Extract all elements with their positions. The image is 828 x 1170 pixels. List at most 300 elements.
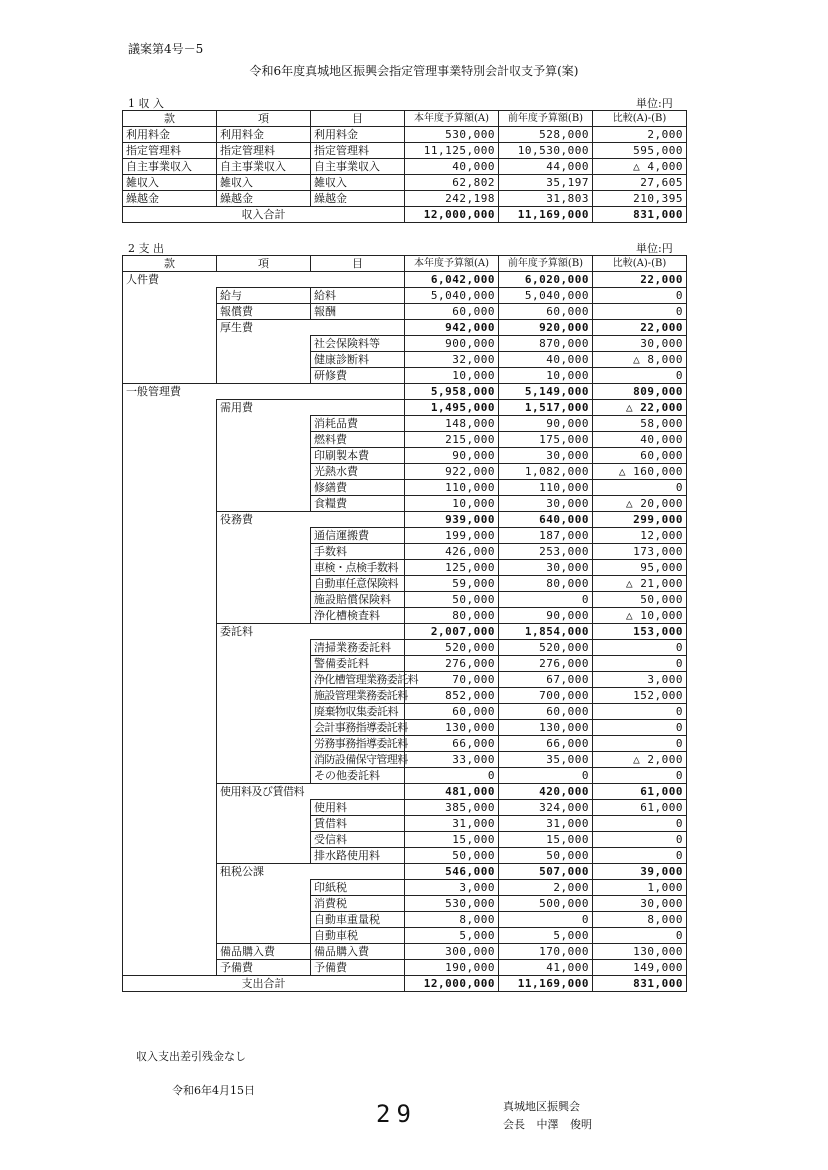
previous-budget: 1,517,000 <box>499 400 593 416</box>
previous-budget: 30,000 <box>499 496 593 512</box>
budget-diff: 809,000 <box>593 384 687 400</box>
moku-cell <box>311 400 405 416</box>
previous-budget: 5,149,000 <box>499 384 593 400</box>
table-row <box>123 400 687 416</box>
income-heading: 1 収 入 <box>128 97 164 110</box>
budget-diff: 595,000 <box>593 143 687 159</box>
previous-budget: 10,000 <box>499 368 593 384</box>
total-label: 収入合計 <box>123 207 405 223</box>
moku-cell: 社会保険料等 <box>311 336 405 352</box>
kou-cell <box>217 752 311 768</box>
current-budget: 33,000 <box>405 752 499 768</box>
budget-diff: 0 <box>593 288 687 304</box>
moku-cell <box>311 864 405 880</box>
kou-cell: 備品購入費 <box>217 944 311 960</box>
budget-diff: 61,000 <box>593 800 687 816</box>
kou-cell: 厚生費 <box>217 320 311 336</box>
table-row <box>123 928 687 944</box>
kou-cell: 自主事業収入 <box>217 159 311 175</box>
current-budget: 148,000 <box>405 416 499 432</box>
table-row <box>123 528 687 544</box>
budget-diff: 1,000 <box>593 880 687 896</box>
budget-diff: 0 <box>593 736 687 752</box>
kan-cell <box>123 432 217 448</box>
kan-cell <box>123 736 217 752</box>
header-diff: 比較(A)-(B) <box>593 256 687 272</box>
table-row <box>123 480 687 496</box>
previous-budget: 920,000 <box>499 320 593 336</box>
previous-budget: 44,000 <box>499 159 593 175</box>
table-row <box>123 512 687 528</box>
expense-table <box>122 255 687 992</box>
previous-budget: 253,000 <box>499 544 593 560</box>
current-budget: 80,000 <box>405 608 499 624</box>
kan-cell <box>123 880 217 896</box>
budget-diff: △ 10,000 <box>593 608 687 624</box>
table-row <box>123 175 687 191</box>
moku-cell: 研修費 <box>311 368 405 384</box>
current-budget: 3,000 <box>405 880 499 896</box>
budget-diff: 27,605 <box>593 175 687 191</box>
kan-cell <box>123 320 217 336</box>
header-previous: 前年度予算額(B) <box>499 256 593 272</box>
table-row <box>123 736 687 752</box>
moku-cell: 利用料金 <box>311 127 405 143</box>
kou-cell <box>217 832 311 848</box>
kou-cell <box>217 496 311 512</box>
moku-cell: 消費税 <box>311 896 405 912</box>
kou-cell <box>217 528 311 544</box>
current-budget: 546,000 <box>405 864 499 880</box>
moku-cell <box>311 784 405 800</box>
kan-cell: 利用料金 <box>123 127 217 143</box>
kou-cell <box>217 432 311 448</box>
kan-cell <box>123 848 217 864</box>
previous-budget: 6,020,000 <box>499 272 593 288</box>
kou-cell: 租税公課 <box>217 864 311 880</box>
current-budget: 199,000 <box>405 528 499 544</box>
kou-cell <box>217 736 311 752</box>
moku-cell: 印紙税 <box>311 880 405 896</box>
kan-cell <box>123 928 217 944</box>
kou-cell <box>217 592 311 608</box>
current-budget: 5,000 <box>405 928 499 944</box>
budget-diff: 0 <box>593 656 687 672</box>
header-kan: 款 <box>123 111 217 127</box>
table-row <box>123 464 687 480</box>
previous-budget: 2,000 <box>499 880 593 896</box>
income-table <box>122 110 687 223</box>
moku-cell <box>311 272 405 288</box>
kou-cell <box>217 896 311 912</box>
kan-cell <box>123 288 217 304</box>
table-row <box>123 432 687 448</box>
current-budget: 62,802 <box>405 175 499 191</box>
current-budget: 942,000 <box>405 320 499 336</box>
moku-cell: 食糧費 <box>311 496 405 512</box>
previous-budget: 31,803 <box>499 191 593 207</box>
current-budget: 50,000 <box>405 592 499 608</box>
budget-diff: 95,000 <box>593 560 687 576</box>
table-row <box>123 864 687 880</box>
previous-budget: 175,000 <box>499 432 593 448</box>
current-budget: 426,000 <box>405 544 499 560</box>
moku-cell <box>311 320 405 336</box>
table-row <box>123 624 687 640</box>
current-budget: 5,040,000 <box>405 288 499 304</box>
table-row <box>123 608 687 624</box>
kan-cell: 一般管理費 <box>123 384 217 400</box>
table-row <box>123 304 687 320</box>
budget-diff: 0 <box>593 720 687 736</box>
moku-cell: 受信料 <box>311 832 405 848</box>
current-budget: 530,000 <box>405 896 499 912</box>
previous-budget: 110,000 <box>499 480 593 496</box>
budget-diff: 130,000 <box>593 944 687 960</box>
moku-cell <box>311 624 405 640</box>
current-budget: 110,000 <box>405 480 499 496</box>
kou-cell <box>217 336 311 352</box>
kan-cell <box>123 528 217 544</box>
moku-cell: 施設賠償保険料 <box>311 592 405 608</box>
header-moku: 目 <box>311 111 405 127</box>
kou-cell <box>217 704 311 720</box>
current-budget: 300,000 <box>405 944 499 960</box>
table-row <box>123 143 687 159</box>
kan-cell <box>123 368 217 384</box>
table-row <box>123 800 687 816</box>
budget-diff: 60,000 <box>593 448 687 464</box>
budget-diff: 50,000 <box>593 592 687 608</box>
kan-cell: 自主事業収入 <box>123 159 217 175</box>
current-budget: 852,000 <box>405 688 499 704</box>
previous-budget: 40,000 <box>499 352 593 368</box>
table-row <box>123 752 687 768</box>
moku-cell <box>311 384 405 400</box>
budget-diff: 0 <box>593 704 687 720</box>
current-budget: 1,495,000 <box>405 400 499 416</box>
kan-cell <box>123 960 217 976</box>
previous-budget: 324,000 <box>499 800 593 816</box>
header-current: 本年度予算額(A) <box>405 111 499 127</box>
kou-cell <box>217 560 311 576</box>
table-row <box>123 688 687 704</box>
previous-budget: 11,169,000 <box>499 976 593 992</box>
previous-budget: 0 <box>499 592 593 608</box>
kan-cell <box>123 656 217 672</box>
budget-diff: △ 160,000 <box>593 464 687 480</box>
table-row <box>123 960 687 976</box>
kan-cell <box>123 672 217 688</box>
table-row <box>123 768 687 784</box>
moku-cell: 賃借料 <box>311 816 405 832</box>
table-row <box>123 848 687 864</box>
moku-cell: 自動車重量税 <box>311 912 405 928</box>
moku-cell: 浄化槽管理業務委託料 <box>311 672 405 688</box>
moku-cell: 備品購入費 <box>311 944 405 960</box>
kan-cell <box>123 784 217 800</box>
table-row <box>123 816 687 832</box>
moku-cell: 会計事務指導委託料 <box>311 720 405 736</box>
table-row <box>123 272 687 288</box>
kou-cell: 繰越金 <box>217 191 311 207</box>
moku-cell: 消防設備保守管理料 <box>311 752 405 768</box>
current-budget: 60,000 <box>405 704 499 720</box>
header-row <box>123 256 687 272</box>
budget-diff: 831,000 <box>593 207 687 223</box>
previous-budget: 5,040,000 <box>499 288 593 304</box>
budget-diff: 8,000 <box>593 912 687 928</box>
kou-cell: 予備費 <box>217 960 311 976</box>
moku-cell: 使用料 <box>311 800 405 816</box>
previous-budget: 520,000 <box>499 640 593 656</box>
budget-diff: 0 <box>593 816 687 832</box>
current-budget: 10,000 <box>405 368 499 384</box>
previous-budget: 640,000 <box>499 512 593 528</box>
moku-cell: その他委託料 <box>311 768 405 784</box>
table-row <box>123 592 687 608</box>
kou-cell <box>217 416 311 432</box>
kan-cell <box>123 816 217 832</box>
budget-diff: 12,000 <box>593 528 687 544</box>
budget-diff: △ 8,000 <box>593 352 687 368</box>
budget-diff: 0 <box>593 928 687 944</box>
previous-budget: 30,000 <box>499 448 593 464</box>
expense-unit: 単位:円 <box>636 242 673 255</box>
kan-cell <box>123 304 217 320</box>
current-budget: 90,000 <box>405 448 499 464</box>
budget-diff: 40,000 <box>593 432 687 448</box>
previous-budget: 187,000 <box>499 528 593 544</box>
kan-cell: 人件費 <box>123 272 217 288</box>
kou-cell <box>217 928 311 944</box>
table-row <box>123 912 687 928</box>
current-budget: 31,000 <box>405 816 499 832</box>
previous-budget: 130,000 <box>499 720 593 736</box>
previous-budget: 90,000 <box>499 608 593 624</box>
income-unit: 単位:円 <box>636 97 673 110</box>
kan-cell <box>123 864 217 880</box>
previous-budget: 870,000 <box>499 336 593 352</box>
kou-cell <box>217 272 311 288</box>
moku-cell: 自動車任意保険料 <box>311 576 405 592</box>
previous-budget: 5,000 <box>499 928 593 944</box>
table-row <box>123 832 687 848</box>
kou-cell <box>217 720 311 736</box>
table-row <box>123 944 687 960</box>
moku-cell: 自主事業収入 <box>311 159 405 175</box>
budget-diff: 61,000 <box>593 784 687 800</box>
kan-cell <box>123 944 217 960</box>
moku-cell: 雑収入 <box>311 175 405 191</box>
current-budget: 125,000 <box>405 560 499 576</box>
previous-budget: 31,000 <box>499 816 593 832</box>
budget-diff: 0 <box>593 640 687 656</box>
expense-total-row <box>123 976 687 992</box>
kan-cell <box>123 896 217 912</box>
previous-budget: 420,000 <box>499 784 593 800</box>
budget-diff: 30,000 <box>593 336 687 352</box>
header-diff: 比較(A)-(B) <box>593 111 687 127</box>
table-row <box>123 384 687 400</box>
current-budget: 130,000 <box>405 720 499 736</box>
balance-note: 収入支出差引残金なし <box>136 1050 246 1063</box>
current-budget: 385,000 <box>405 800 499 816</box>
kan-cell <box>123 832 217 848</box>
kou-cell <box>217 672 311 688</box>
current-budget: 900,000 <box>405 336 499 352</box>
previous-budget: 35,197 <box>499 175 593 191</box>
moku-cell: 燃料費 <box>311 432 405 448</box>
current-budget: 190,000 <box>405 960 499 976</box>
table-row <box>123 784 687 800</box>
table-row <box>123 448 687 464</box>
moku-cell: 施設管理業務委託料 <box>311 688 405 704</box>
kan-cell <box>123 592 217 608</box>
kou-cell: 利用料金 <box>217 127 311 143</box>
current-budget: 242,198 <box>405 191 499 207</box>
kan-cell <box>123 480 217 496</box>
previous-budget: 1,854,000 <box>499 624 593 640</box>
kan-cell <box>123 608 217 624</box>
moku-cell: 通信運搬費 <box>311 528 405 544</box>
moku-cell: 消耗品費 <box>311 416 405 432</box>
moku-cell: 修繕費 <box>311 480 405 496</box>
table-row <box>123 416 687 432</box>
table-row <box>123 127 687 143</box>
kou-cell <box>217 448 311 464</box>
kan-cell <box>123 752 217 768</box>
budget-diff: 0 <box>593 368 687 384</box>
moku-cell: 廃棄物収集委託料 <box>311 704 405 720</box>
kan-cell <box>123 768 217 784</box>
table-row <box>123 656 687 672</box>
moku-cell: 予備費 <box>311 960 405 976</box>
page-number: 29 <box>376 1100 417 1128</box>
previous-budget: 67,000 <box>499 672 593 688</box>
kou-cell: 委託料 <box>217 624 311 640</box>
kan-cell <box>123 416 217 432</box>
kan-cell <box>123 352 217 368</box>
table-row <box>123 320 687 336</box>
kou-cell: 雑収入 <box>217 175 311 191</box>
budget-diff: 173,000 <box>593 544 687 560</box>
kan-cell <box>123 688 217 704</box>
moku-cell: 繰越金 <box>311 191 405 207</box>
kan-cell <box>123 512 217 528</box>
expense-heading: 2 支 出 <box>128 242 164 255</box>
table-row <box>123 544 687 560</box>
organization-name: 真城地区振興会 <box>503 1100 580 1113</box>
header-kan: 款 <box>123 256 217 272</box>
table-row <box>123 352 687 368</box>
previous-budget: 90,000 <box>499 416 593 432</box>
moku-cell: 浄化槽検査料 <box>311 608 405 624</box>
budget-diff: 831,000 <box>593 976 687 992</box>
previous-budget: 0 <box>499 912 593 928</box>
budget-diff: 0 <box>593 832 687 848</box>
table-row <box>123 336 687 352</box>
document-date: 令和6年4月15日 <box>172 1084 255 1097</box>
current-budget: 2,007,000 <box>405 624 499 640</box>
kan-cell <box>123 800 217 816</box>
kou-cell <box>217 848 311 864</box>
budget-diff: △ 4,000 <box>593 159 687 175</box>
kou-cell <box>217 912 311 928</box>
previous-budget: 1,082,000 <box>499 464 593 480</box>
kan-cell <box>123 336 217 352</box>
kan-cell <box>123 640 217 656</box>
kou-cell: 給与 <box>217 288 311 304</box>
current-budget: 5,958,000 <box>405 384 499 400</box>
budget-diff: 149,000 <box>593 960 687 976</box>
kou-cell <box>217 544 311 560</box>
previous-budget: 500,000 <box>499 896 593 912</box>
table-row <box>123 640 687 656</box>
budget-diff: △ 2,000 <box>593 752 687 768</box>
previous-budget: 276,000 <box>499 656 593 672</box>
moku-cell: 労務事務指導委託料 <box>311 736 405 752</box>
budget-diff: 0 <box>593 848 687 864</box>
kan-cell <box>123 576 217 592</box>
kou-cell <box>217 480 311 496</box>
moku-cell: 給料 <box>311 288 405 304</box>
moku-cell: 健康診断料 <box>311 352 405 368</box>
current-budget: 922,000 <box>405 464 499 480</box>
current-budget: 520,000 <box>405 640 499 656</box>
kou-cell <box>217 800 311 816</box>
previous-budget: 80,000 <box>499 576 593 592</box>
moku-cell: 手数料 <box>311 544 405 560</box>
kou-cell <box>217 368 311 384</box>
budget-diff: 22,000 <box>593 320 687 336</box>
budget-diff: 22,000 <box>593 272 687 288</box>
moku-cell: 清掃業務委託料 <box>311 640 405 656</box>
current-budget: 11,125,000 <box>405 143 499 159</box>
previous-budget: 66,000 <box>499 736 593 752</box>
current-budget: 32,000 <box>405 352 499 368</box>
previous-budget: 41,000 <box>499 960 593 976</box>
budget-diff: 39,000 <box>593 864 687 880</box>
kou-cell <box>217 768 311 784</box>
previous-budget: 507,000 <box>499 864 593 880</box>
table-row <box>123 720 687 736</box>
kou-cell <box>217 816 311 832</box>
header-current: 本年度予算額(A) <box>405 256 499 272</box>
current-budget: 6,042,000 <box>405 272 499 288</box>
current-budget: 15,000 <box>405 832 499 848</box>
table-row <box>123 672 687 688</box>
budget-diff: 299,000 <box>593 512 687 528</box>
kou-cell <box>217 608 311 624</box>
table-row <box>123 880 687 896</box>
previous-budget: 30,000 <box>499 560 593 576</box>
kou-cell <box>217 880 311 896</box>
current-budget: 12,000,000 <box>405 976 499 992</box>
kou-cell: 指定管理料 <box>217 143 311 159</box>
previous-budget: 0 <box>499 768 593 784</box>
budget-diff: 153,000 <box>593 624 687 640</box>
kan-cell <box>123 704 217 720</box>
budget-diff: 0 <box>593 480 687 496</box>
budget-diff: △ 20,000 <box>593 496 687 512</box>
header-row <box>123 111 687 127</box>
current-budget: 59,000 <box>405 576 499 592</box>
current-budget: 276,000 <box>405 656 499 672</box>
current-budget: 8,000 <box>405 912 499 928</box>
current-budget: 40,000 <box>405 159 499 175</box>
budget-diff: 152,000 <box>593 688 687 704</box>
